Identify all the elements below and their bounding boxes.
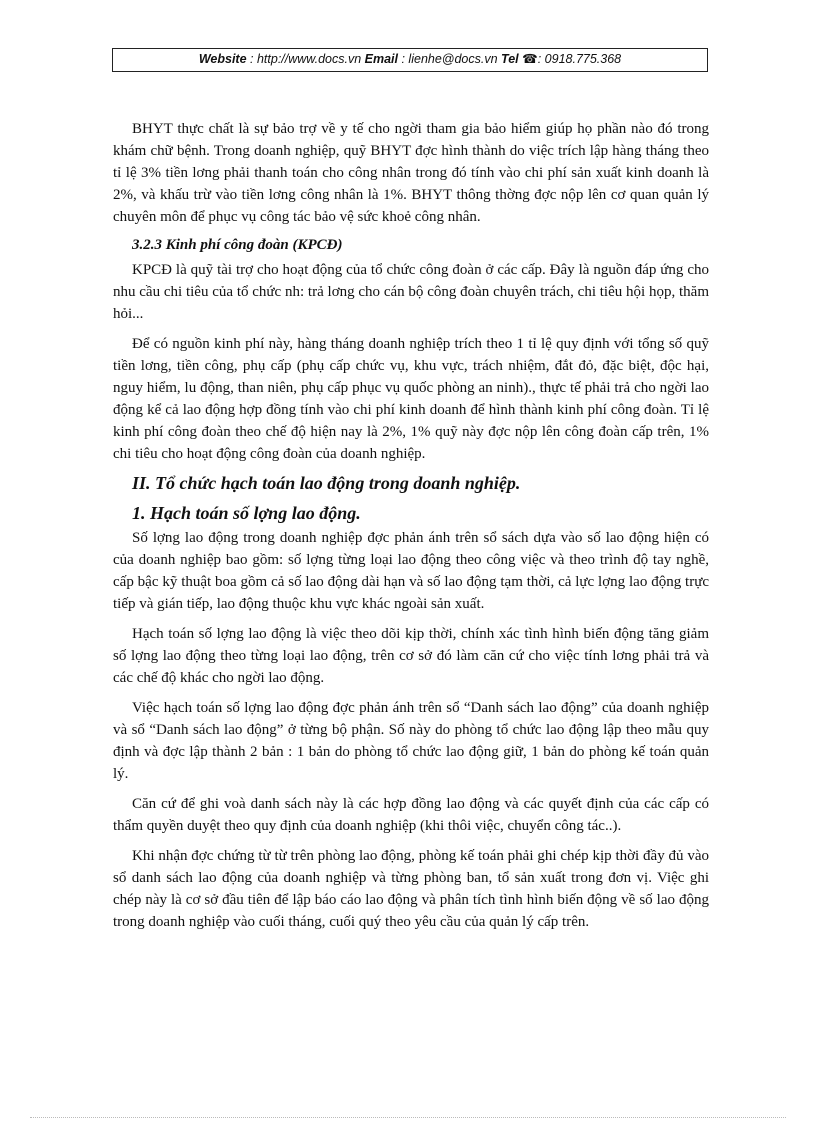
paragraph-kpcd-definition: KPCĐ là quỹ tài trợ cho hoạt động của tổ chức công đoàn ở các cấp. Đây là nguồn đáp ứng cho nhu cầu chi tiêu của tổ chức nh: trả lơng cho cán bộ công đoàn chuyên trách, chi tiêu hội họp, thăm hỏi...	[113, 262, 709, 322]
paragraph-register-basis: Căn cứ để ghi voà danh sách này là các hợp đồng lao động và các quyết định của các cấp có thẩm quyền duyệt theo quy định của doanh nghiệp (khi thôi việc, chuyển công tác..).	[113, 796, 709, 834]
page-header	[112, 48, 708, 72]
paragraph-accounting-recording: Khi nhận đợc chứng từ từ trên phòng lao động, phòng kế toán phải ghi chép kịp thời đầy đủ vào sổ danh sách lao động của doanh nghiệp và từng phòng ban, tổ sản xuất trong đơn vị. Việc ghi chép này là cơ sở đầu tiên để lập báo cáo lao động và phân tích tình hình biến động về số lao động trong doanh nghiệp vào cuối tháng, cuối quý theo yêu cầu của quản lý cấp trên.	[113, 848, 709, 930]
paragraph-kpcd-source: Để có nguồn kinh phí này, hàng tháng doanh nghiệp trích theo 1 tỉ lệ quy định với tổng số quỹ tiền lơng, tiền công, phụ cấp (phụ cấp chức vụ, khu vực, trách nhiệm, đắt đỏ, đặc biệt, độc hại, nguy hiểm, lu động, than niên, phụ cấp phục vụ quốc phòng an ninh)., thực tế phải trả cho ngời lao động kể cả lao động hợp đồng tính vào chi phí kinh doanh để hình thành kinh phí công đoàn. Tỉ lệ kinh phí công đoàn theo chế độ hiện nay là 2%, 1% quỹ này đợc nộp lên công đoàn cấp trên, 1% chi tiêu cho hoạt động công đoàn của doanh nghiệp.	[113, 336, 709, 462]
paragraph-labor-register: Việc hạch toán số lợng lao động đợc phản ánh trên sổ “Danh sách lao động” của doanh nghiệp và sổ “Danh sách lao động” ở từng bộ phận. Số này do phòng tổ chức lao động lập theo mẫu quy định và đợc lập thành 2 bản : 1 bản do phòng tổ chức lao động giữ, 1 bản do phòng kế toán quản lý.	[113, 700, 709, 782]
website-value: : http://www.docs.vn	[246, 52, 365, 66]
heading-kpcd: 3.2.3 Kinh phí công đoàn (KPCĐ)	[132, 237, 343, 253]
email-value: : lienhe@docs.vn	[398, 52, 502, 66]
tel-value: : 0918.775.368	[537, 52, 622, 66]
tel-label: Tel	[501, 52, 519, 66]
footer-divider	[30, 1117, 786, 1118]
paragraph-labor-count: Số lợng lao động trong doanh nghiệp đợc phản ánh trên sổ sách dựa vào số lao động hiện có của doanh nghiệp bao gồm: số lợng từng loại lao động theo công việc và theo trình độ tay nghề, cấp bậc kỹ thuật boa gồm cả số lao động dài hạn và số lao động tạm thời, cả lực lợng lao động trực tiếp và gián tiếp, lao động thuộc khu vực khác ngoài sản xuất.	[113, 530, 709, 612]
document-body	[113, 118, 709, 933]
website-label: Website	[198, 52, 247, 66]
paragraph-labor-tracking: Hạch toán số lợng lao động là việc theo dõi kịp thời, chính xác tình hình biến động tăng giảm số lợng lao động theo từng loại lao động, trên cơ sở đó làm căn cứ cho việc tính lơng phải trả và các chế độ khác cho ngời lao động.	[113, 626, 709, 686]
heading-section-2: II. Tổ chức hạch toán lao động trong doanh nghiệp.	[132, 473, 521, 493]
heading-subsection-1: 1. Hạch toán số lợng lao động.	[132, 503, 361, 523]
email-label: Email	[364, 52, 399, 66]
phone-icon: ☎	[522, 52, 538, 66]
paragraph-bhyt: BHYT thực chất là sự bảo trợ về y tế cho ngời tham gia bảo hiểm giúp họ phần nào đó trong khám chữ bệnh. Trong doanh nghiệp, quỹ BHYT đợc hình thành do việc trích lập hàng tháng theo tỉ lệ 3% tiền lơng phải thanh toán cho công nhân trong đó tính vào chi phí sản xuất kinh doanh là 2%, và khấu trừ vào tiền lơng công nhân là 1%. BHYT thông thờng đợc nộp lên cơ quan quản lý chuyên môn để phục vụ công tác bảo vệ sức khoẻ công nhân.	[113, 121, 709, 225]
